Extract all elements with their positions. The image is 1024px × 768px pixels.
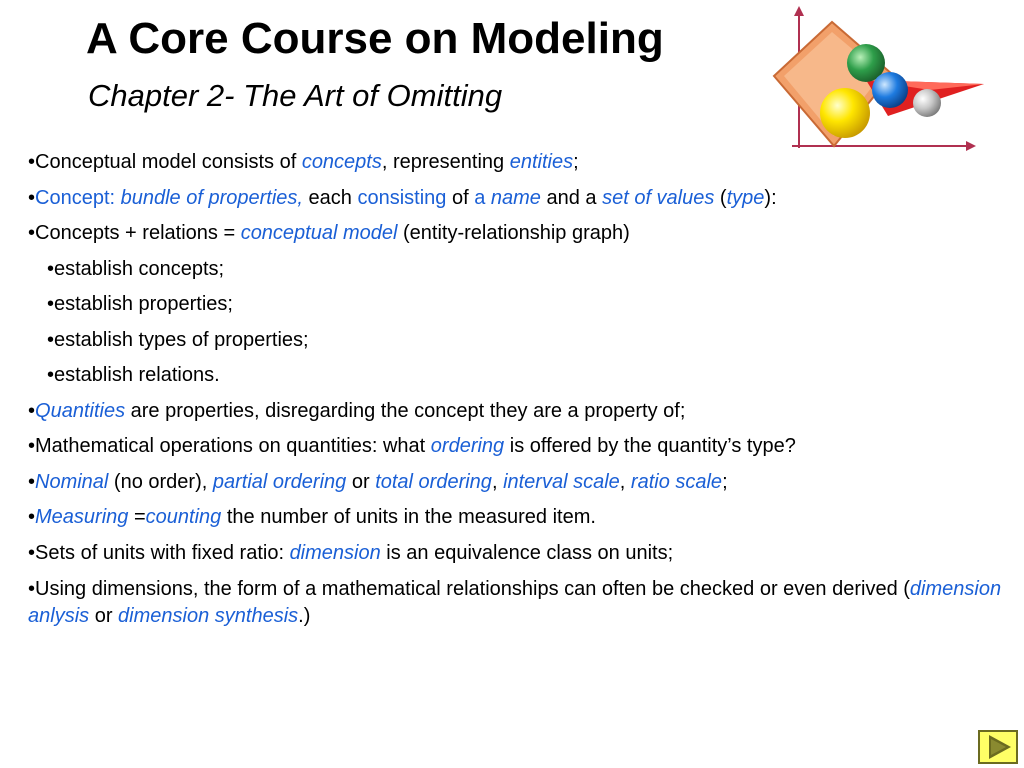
slide-title: A Core Course on Modeling [86, 14, 664, 63]
bullet-item [28, 399, 1024, 424]
highlighted-term: counting [145, 506, 222, 528]
bullet-text: (entity-relationship graph) [397, 222, 630, 244]
highlighted-term: set of values [602, 186, 715, 209]
highlighted-term: consisting [357, 186, 447, 209]
bullet-item [28, 150, 1024, 175]
highlighted-term: name [490, 186, 541, 209]
bullet-text: , representing [381, 151, 510, 173]
bullet-text: • [28, 470, 36, 493]
bullet-text: • [28, 399, 36, 422]
bullet-text: is offered by the quantity’s type? [504, 435, 796, 457]
bullet-item [28, 221, 1024, 246]
bullet-text: •establish properties; [47, 293, 233, 315]
highlighted-term: ordering [430, 435, 505, 457]
highlighted-term: dimension anlysis [28, 578, 1002, 627]
highlighted-term: ratio scale [630, 470, 723, 493]
next-slide-button[interactable] [978, 730, 1018, 764]
bullet-text: are properties, disregarding the concept they are a property of; [125, 399, 686, 422]
bullet-text: the number of units in the measured item. [221, 506, 596, 528]
bullet-text: ( [714, 186, 727, 209]
highlighted-term: Nominal [35, 470, 109, 493]
bullet-text: ): [764, 186, 777, 209]
bullet-text: •establish relations. [47, 364, 220, 386]
highlighted-term: concepts [301, 151, 382, 173]
highlighted-term: total ordering [375, 470, 492, 493]
highlighted-term: conceptual model [240, 222, 398, 244]
bullet-item [28, 576, 1024, 630]
bullet-text: of [446, 186, 475, 209]
highlighted-term: Measuring [35, 506, 129, 528]
bullet-item [28, 470, 1024, 495]
sub-bullet-item [28, 328, 1024, 353]
highlighted-term: bundle of properties, [120, 186, 303, 209]
bullet-text: •Mathematical operations on quantities: what [28, 435, 431, 457]
highlighted-term: interval scale [503, 470, 620, 493]
sub-bullet-item [28, 363, 1024, 388]
bullet-text: (no order), [108, 470, 213, 493]
highlighted-term: dimension [289, 541, 381, 564]
bullet-text: •establish concepts; [47, 257, 225, 280]
bullet-item [28, 434, 1024, 459]
bullet-text: •Using dimensions, the form of a mathematical relationships can often be checked or even derived ( [28, 578, 910, 600]
highlighted-term: dimension synthesis [118, 605, 299, 627]
highlighted-term: a [474, 186, 491, 209]
bullet-text: and a [540, 186, 603, 209]
bullet-text: or [346, 470, 376, 493]
bullet-item [28, 541, 1024, 566]
slide-subtitle: Chapter 2- The Art of Omitting [88, 78, 503, 113]
bullet-text: , [491, 470, 504, 493]
bullet-text: = [128, 506, 146, 528]
bullet-item [28, 505, 1024, 530]
bullet-text: is an equivalence class on units; [380, 541, 674, 564]
highlighted-term: partial ordering [212, 470, 347, 493]
bullet-text: or [89, 605, 119, 627]
bullet-list [28, 150, 1024, 641]
bullet-text: , [619, 470, 631, 493]
next-arrow-icon [980, 732, 1016, 762]
bullet-text: •Conceptual model consists of [28, 151, 302, 173]
bullet-text: ; [573, 151, 579, 173]
modeling-spheres-logo-icon [770, 4, 990, 152]
bullet-item [28, 186, 1024, 211]
bullet-text: •establish types of properties; [47, 328, 309, 351]
bullet-text: •Concepts + relations = [28, 222, 241, 244]
sub-bullet-item [28, 257, 1024, 282]
bullet-text: ; [722, 470, 728, 493]
bullet-text: •Sets of units with fixed ratio: [28, 541, 290, 564]
highlighted-term: Quantities [35, 399, 126, 422]
highlighted-term: Concept: [35, 186, 121, 209]
sub-bullet-item [28, 292, 1024, 317]
bullet-text: .) [298, 605, 311, 627]
highlighted-term: type [726, 186, 765, 209]
bullet-text: each [302, 186, 358, 209]
bullet-text: • [28, 186, 36, 209]
bullet-text: • [28, 506, 36, 528]
highlighted-term: entities [509, 151, 574, 173]
